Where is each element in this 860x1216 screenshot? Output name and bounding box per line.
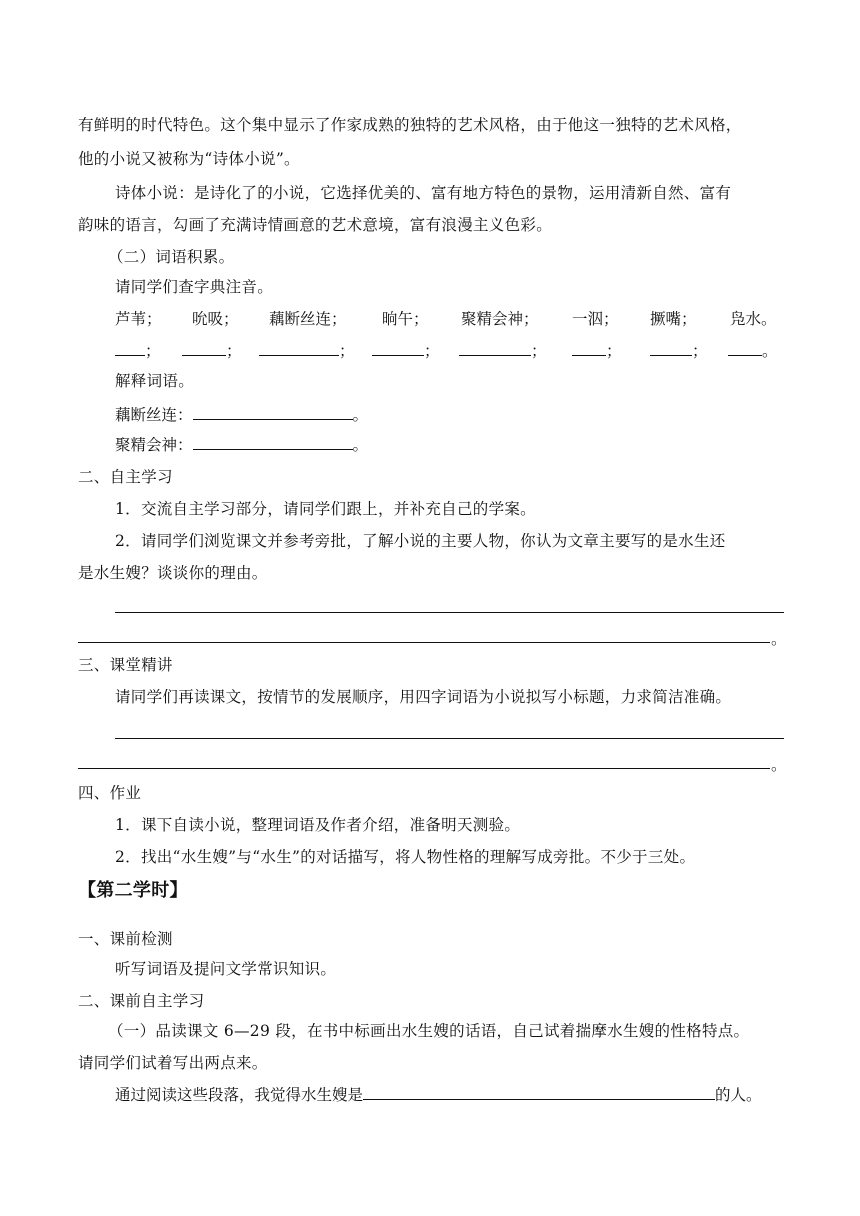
explain-title: 解释词语。: [115, 372, 195, 390]
answer-blank[interactable]: ；: [115, 340, 161, 362]
instruction-line: 请同学们查字典注音。: [115, 278, 274, 296]
answer-line[interactable]: [115, 738, 784, 739]
vocab-word: 一泅；: [572, 310, 619, 328]
vocab-word: 芦苇；: [115, 310, 162, 328]
answer-blank[interactable]: ；: [372, 340, 440, 362]
question-line: 1．交流自主学习部分，请同学们跟上，并补充自己的学案。: [115, 500, 536, 518]
answer-blank[interactable]: ；: [259, 340, 355, 362]
section-title: 四、作业: [78, 784, 142, 802]
vocab-word: 晌午；: [382, 310, 429, 328]
vocab-word: 撅嘴；: [650, 310, 697, 328]
explain-item[interactable]: 聚精会神： 。: [115, 436, 369, 454]
instruction-line: 请同学们试着写出两点来。: [78, 1054, 268, 1072]
vocab-word: 聚精会神；: [461, 310, 539, 328]
instruction-line: 请同学们再读课文，按情节的发展顺序，用四字词语为小说拟写小标题，力求简洁准确。: [115, 688, 732, 706]
answer-blank[interactable]: ；: [650, 340, 708, 362]
question-line: 是水生嫂？谈谈你的理由。: [78, 564, 268, 582]
paragraph-line: 诗体小说：是诗化了的小说，它选择优美的、富有地方特色的景物，运用清新自然、富有: [115, 184, 732, 202]
homework-item: 2．找出“水生嫂”与“水生”的对话描写，将人物性格的理解写成旁批。不少于三处。: [115, 848, 696, 866]
section-title: 二、课前自主学习: [78, 992, 205, 1010]
answer-blank[interactable]: 。: [728, 340, 778, 362]
paragraph-line: 韵味的语言，勾画了充满诗情画意的艺术意境，富有浪漫主义色彩。: [78, 216, 553, 234]
vocab-word: 凫水。: [730, 310, 777, 328]
end-mark: 。: [771, 630, 787, 648]
explain-item[interactable]: 藕断丝连： 。: [115, 406, 369, 424]
question-line: 2．请同学们浏览课文并参考旁批，了解小说的主要人物，你认为文章主要写的是水生还: [115, 532, 726, 550]
instruction-line: （一）品读课文 6—29 段，在书中标画出水生嫂的话语，自己试着揣摩水生嫂的性格特点。: [108, 1022, 750, 1040]
instruction-line: 听写词语及提问文学常识知识。: [115, 960, 337, 978]
section-title: 三、课堂精讲: [78, 656, 173, 674]
lesson-heading: 【第二学时】: [78, 880, 188, 901]
answer-blank[interactable]: ；: [459, 340, 547, 362]
vocab-word: 吮吸；: [192, 310, 239, 328]
answer-line[interactable]: [78, 768, 770, 769]
answer-blank[interactable]: ；: [572, 340, 622, 362]
subsection-title: （二）词语积累。: [108, 248, 235, 266]
fill-in-sentence[interactable]: 通过阅读这些段落，我觉得水生嫂是 的人。: [115, 1086, 762, 1104]
paragraph-line: 有鲜明的时代特色。这个集中显示了作家成熟的独特的艺术风格，由于他这一独特的艺术风格，: [78, 116, 742, 134]
answer-blank[interactable]: ；: [182, 340, 242, 362]
section-title: 二、自主学习: [78, 468, 173, 486]
end-mark: 。: [771, 756, 787, 774]
homework-item: 1．课下自读小说，整理词语及作者介绍，准备明天测验。: [115, 816, 521, 834]
answer-line[interactable]: [78, 642, 770, 643]
section-title: 一、课前检测: [78, 930, 173, 948]
paragraph-line: 他的小说又被称为“诗体小说”。: [78, 150, 300, 168]
answer-line[interactable]: [115, 612, 784, 613]
vocab-word: 藕断丝连；: [269, 310, 347, 328]
